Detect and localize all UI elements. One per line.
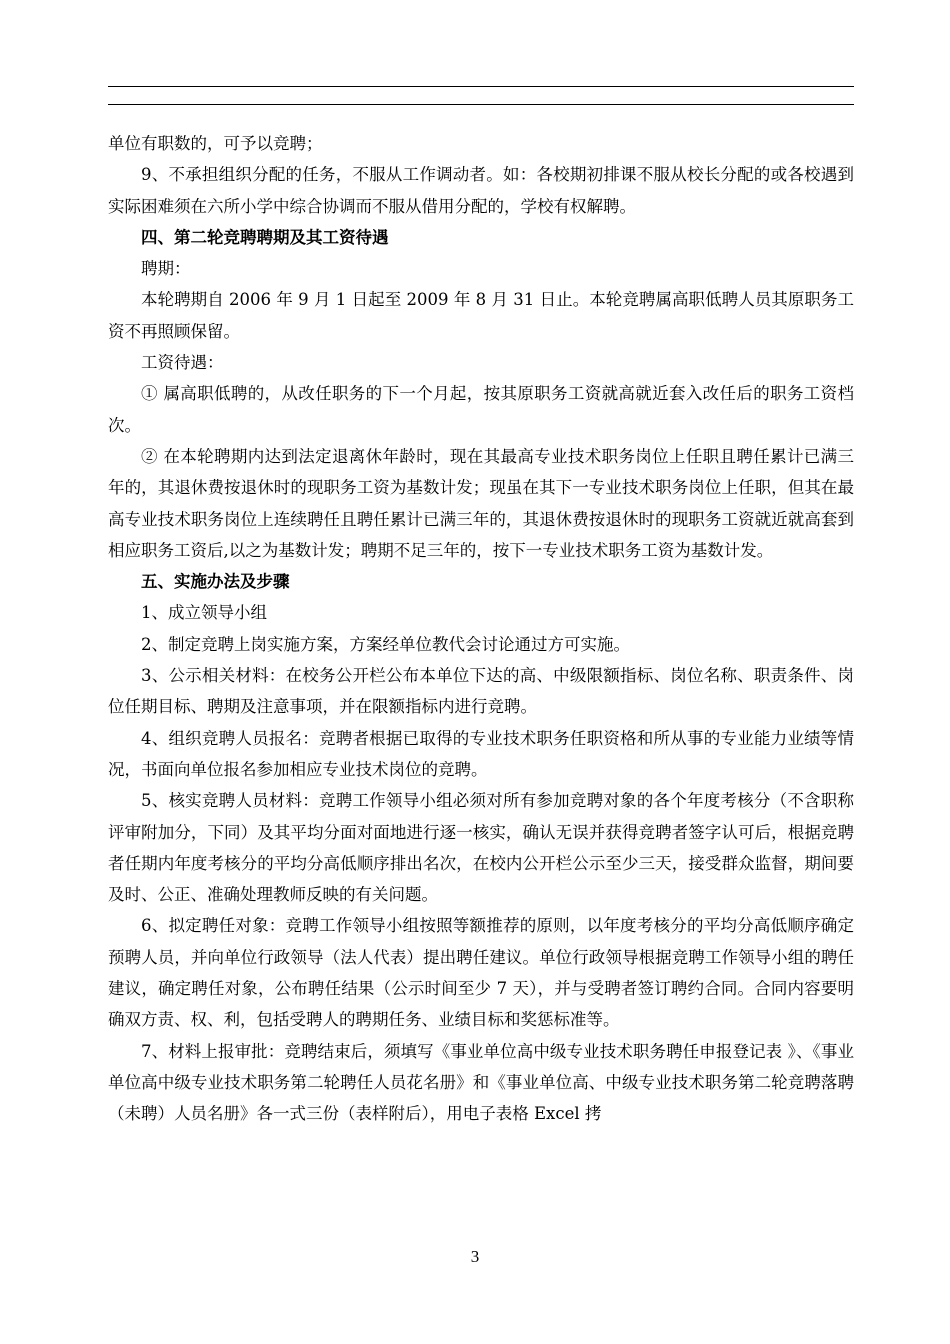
paragraph: 9、不承担组织分配的任务，不服从工作调动者。如：各校期初排课不服从校长分配的或各校遇到实际困难须在六所小学中综合协调而不服从借用分配的，学校有权解聘。 [108,165,854,216]
paragraph: 本轮聘期自 2006 年 9 月 1 日起至 2009 年 8 月 31 日止。本轮竞聘属高职低聘人员其原职务工资不再照顾保留。 [108,290,854,341]
paragraph: 6、拟定聘任对象：竞聘工作领导小组按照等额推荐的原则，以年度考核分的平均分高低顺序确定预聘人员，并向单位行政领导（法人代表）提出聘任建议。单位行政领导根据竞聘工作领导小组的聘任建议，确定聘任对象，公布聘任结果（公示时间至少 7 天），并与受聘者签订聘约合同。合同内容要明确双方责、权、利，包括受聘人的聘期任务、业绩目标和奖惩标准等。 [108,916,854,1030]
header-rule-top [108,86,854,87]
section-heading: 四、第二轮竞聘聘期及其工资待遇 [141,227,389,247]
section-heading: 五、实施办法及步骤 [141,572,290,592]
document-body [108,128,854,1130]
header-rule-bottom [108,104,854,105]
page-number: 3 [470,1247,480,1266]
paragraph: 5、核实竞聘人员材料：竞聘工作领导小组必须对所有参加竞聘对象的各个年度考核分（不含职称评审附加分，下同）及其平均分面对面地进行逐一核实，确认无误并获得竞聘者签字认可后，根据竞聘者任期内年度考核分的平均分高低顺序排出名次，在校内公开栏公示至少三天，接受群众监督，期间要及时、公正、准确处理教师反映的有关问题。 [108,791,854,905]
paragraph: 1、成立领导小组 [141,603,267,623]
paragraph: 单位有职数的，可予以竞聘； [108,134,323,153]
paragraph: 聘期： [141,259,191,279]
paragraph: 4、组织竞聘人员报名：竞聘者根据已取得的专业技术职务任职资格和所从事的专业能力业绩等情况，书面向单位报名参加相应专业技术岗位的竞聘。 [108,728,854,779]
paragraph: ① 属高职低聘的，从改任职务的下一个月起，按其原职务工资就高就近套入改任后的职务工资档次。 [108,384,854,435]
paragraph: ② 在本轮聘期内达到法定退离休年龄时，现在其最高专业技术职务岗位上任职且聘任累计已满三年的，其退休费按退休时的现职务工资为基数计发；现虽在其下一专业技术职务岗位上任职，但其在最高专业技术职务岗位上连续聘任且聘任累计已满三年的，其退休费按退休时的现职务工资就近就高套到相应职务工资后,以之为基数计发；聘期不足三年的，按下一专业技术职务工资为基数计发。 [108,446,854,560]
paragraph: 3、公示相关材料：在校务公开栏公布本单位下达的高、中级限额指标、岗位名称、职责条件、岗位任期目标、聘期及注意事项，并在限额指标内进行竞聘。 [108,666,854,717]
paragraph: 2、制定竞聘上岗实施方案，方案经单位教代会讨论通过方可实施。 [141,634,630,654]
paragraph: 7、材料上报审批：竞聘结束后，须填写《事业单位高中级专业技术职务聘任申报登记表 》、《事业单位高中级专业技术职务第二轮聘任人员花名册》和《事业单位高、中级专业技术职务第二轮竞聘落聘（未聘）人员名册》各一式三份（表样附后），用电子表格 Excel 拷 [108,1041,854,1124]
paragraph: 工资待遇： [141,353,224,373]
